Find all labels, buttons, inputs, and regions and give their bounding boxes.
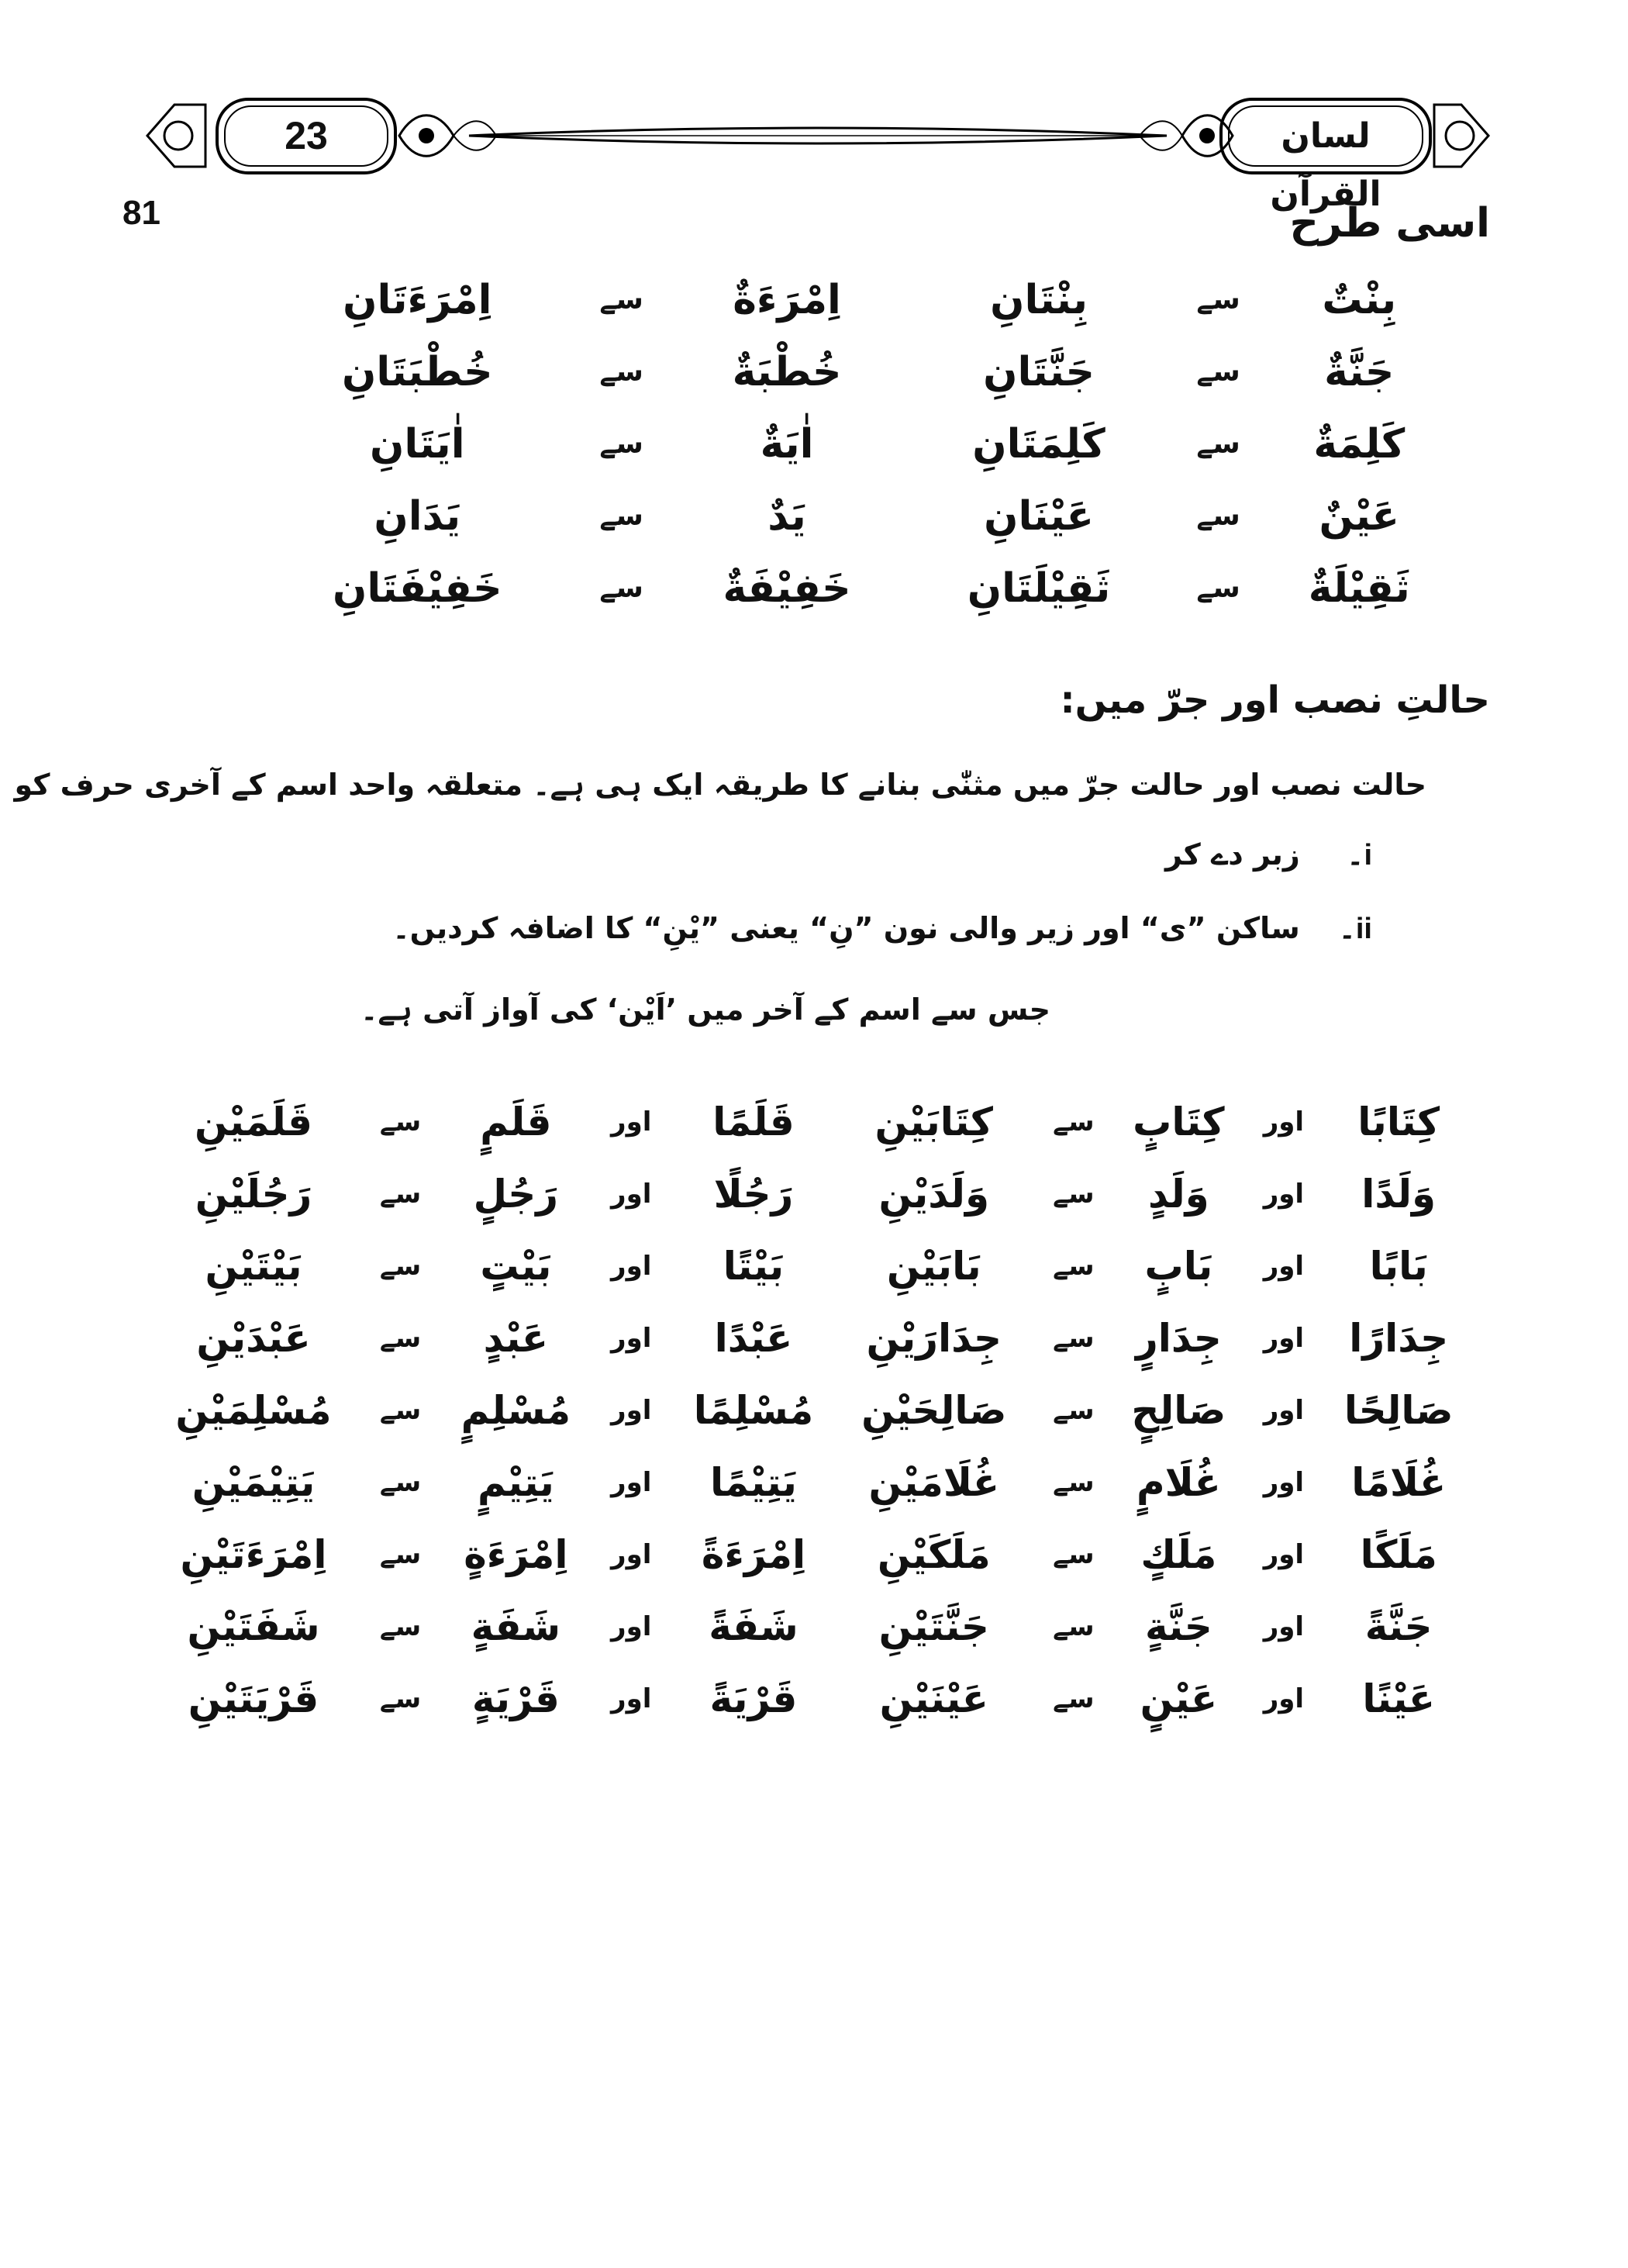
genitive-word: مُسْلِمٍ: [460, 1387, 571, 1433]
section-heading-similarly: اسی طرح: [1289, 200, 1490, 247]
sheet-number: 81: [122, 194, 160, 232]
singular-word: اٰيَةٌ: [760, 420, 814, 468]
dual-word: بَيْتَيْنِ: [205, 1243, 302, 1289]
accusative-word: صَالِحًا: [1343, 1387, 1454, 1433]
genitive-word: بَيْتٍ: [480, 1243, 552, 1289]
dual-word: كِتَابَيْنِ: [874, 1099, 993, 1144]
accusative-word: اِمْرَءَةً: [701, 1531, 806, 1577]
dual-word: جِدَارَيْنِ: [866, 1315, 1002, 1361]
separator-se: سے: [379, 1251, 422, 1282]
dual-word: يَتِيْمَيْنِ: [191, 1459, 316, 1505]
separator-se: سے: [1196, 356, 1240, 388]
singular-word: يَدٌ: [767, 492, 806, 540]
genitive-word: قَرْيَةٍ: [471, 1676, 560, 1721]
list-marker: i۔: [1347, 839, 1372, 872]
table-row: [260, 552, 1454, 624]
genitive-word: كِتَابٍ: [1133, 1099, 1225, 1144]
table-row: [260, 264, 1454, 336]
accusative-word: يَتِيْمًا: [710, 1459, 797, 1505]
separator-aur: اور: [611, 1106, 652, 1137]
genitive-word: وَلَدٍ: [1147, 1171, 1209, 1217]
separator-aur: اور: [1263, 1106, 1305, 1137]
separator-aur: اور: [611, 1322, 652, 1354]
accusative-word: قَرْيَةً: [709, 1676, 798, 1721]
separator-se: سے: [599, 572, 643, 604]
accusative-word: بَابًا: [1369, 1243, 1428, 1289]
separator-se: سے: [379, 1106, 422, 1137]
dual-word: رَجُلَيْنِ: [195, 1171, 312, 1217]
dual-word: مَلَكَيْنِ: [877, 1531, 991, 1577]
singular-word: عَيْنٌ: [1319, 492, 1400, 540]
singular-word: اِمْرَءَةٌ: [733, 276, 841, 323]
separator-se: سے: [1053, 1179, 1095, 1210]
separator-se: سے: [599, 284, 643, 316]
dual-word: بِنْتَانِ: [990, 276, 1088, 323]
accusative-word: مَلَكًا: [1360, 1531, 1437, 1577]
table-row: [260, 408, 1454, 480]
dual-word: جَنَّتَانِ: [983, 348, 1095, 395]
separator-aur: اور: [1263, 1610, 1305, 1642]
separator-se: سے: [379, 1539, 422, 1570]
separator-se: سے: [1053, 1251, 1095, 1282]
table-row: [260, 336, 1454, 408]
accusative-word: عَبْدًا: [714, 1315, 793, 1361]
dual-word: صَالِحَيْنِ: [861, 1387, 1007, 1433]
list-item-text: زبر دے کر: [1165, 837, 1300, 872]
accusative-word: شَفَةً: [709, 1603, 798, 1649]
singular-word: كَلِمَةٌ: [1313, 420, 1406, 468]
dual-word: عَيْنَانِ: [984, 492, 1094, 540]
genitive-word: بَابٍ: [1144, 1243, 1213, 1289]
table-row: [147, 1590, 1473, 1662]
table-row: [147, 1230, 1473, 1302]
dual-word: اِمْرَءَتَيْنِ: [180, 1531, 327, 1577]
dual-word: اِمْرَءَتَانِ: [343, 276, 492, 323]
separator-aur: اور: [611, 1683, 652, 1714]
singular-word: بِنْتٌ: [1322, 276, 1397, 323]
table-row: [147, 1302, 1473, 1374]
separator-se: سے: [379, 1611, 422, 1642]
dual-word: ثَقِيْلَتَانِ: [967, 564, 1111, 612]
separator-aur: اور: [611, 1250, 652, 1282]
separator-se: سے: [1053, 1539, 1095, 1570]
separator-se: سے: [1196, 284, 1240, 316]
dual-word: خَفِيْفَتَانِ: [332, 564, 502, 612]
table-row: [260, 480, 1454, 552]
accusative-word: وَلَدًا: [1361, 1171, 1437, 1217]
page-header: [143, 85, 1492, 214]
page-number: 23: [285, 114, 328, 157]
separator-se: سے: [1053, 1611, 1095, 1642]
separator-aur: اور: [1263, 1394, 1305, 1426]
genitive-word: قَلَمٍ: [480, 1099, 552, 1144]
accusative-word: جَنَّةً: [1364, 1603, 1433, 1649]
separator-se: سے: [599, 356, 643, 388]
separator-se: سے: [379, 1395, 422, 1426]
accusative-word: عَيْنًا: [1362, 1676, 1436, 1721]
separator-se: سے: [1053, 1683, 1095, 1714]
dual-word: جَنَّتَيْنِ: [878, 1603, 989, 1649]
genitive-word: شَفَةٍ: [471, 1603, 561, 1649]
table-row: [147, 1662, 1473, 1735]
accusative-word: رَجُلًا: [713, 1171, 794, 1217]
separator-se: سے: [599, 500, 643, 532]
singular-word: خُطْبَةٌ: [732, 348, 842, 395]
separator-se: سے: [379, 1179, 422, 1210]
dual-word: وَلَدَيْنِ: [878, 1171, 990, 1217]
accusative-word: مُسْلِمًا: [693, 1387, 814, 1433]
genitive-word: صَالِحٍ: [1131, 1387, 1226, 1433]
separator-se: سے: [1053, 1323, 1095, 1354]
list-item: [1165, 837, 1372, 872]
table-row: [147, 1158, 1473, 1230]
dual-word: عَيْنَيْنِ: [879, 1676, 988, 1721]
separator-aur: اور: [611, 1394, 652, 1426]
accusative-word: كِتَابًا: [1357, 1099, 1440, 1144]
singular-word: جَنَّةٌ: [1324, 348, 1395, 395]
separator-se: سے: [379, 1323, 422, 1354]
dual-accusative-table: [147, 1086, 1473, 1735]
separator-aur: اور: [611, 1610, 652, 1642]
dual-word: يَدَانِ: [374, 492, 461, 540]
separator-aur: اور: [1263, 1322, 1305, 1354]
accusative-word: بَيْتًا: [723, 1243, 785, 1289]
genitive-word: مَلَكٍ: [1140, 1531, 1217, 1577]
separator-se: سے: [379, 1683, 422, 1714]
separator-aur: اور: [611, 1466, 652, 1498]
genitive-word: رَجُلٍ: [473, 1171, 559, 1217]
list-item: [392, 911, 1372, 946]
separator-se: سے: [1196, 428, 1240, 460]
dual-word: بَابَيْنِ: [886, 1243, 981, 1289]
paragraph-sound-note: جس سے اسم کے آخر میں ’اَیْن‘ کی آواز آتی ہے۔: [360, 992, 1050, 1027]
separator-se: سے: [1196, 500, 1240, 532]
separator-se: سے: [379, 1467, 422, 1498]
book-title: لسان القرآن: [1270, 116, 1381, 214]
table-row: [147, 1518, 1473, 1590]
dual-word: عَبْدَيْنِ: [196, 1315, 311, 1361]
section-heading-accusative-genitive: حالتِ نصب اور جرّ میں:: [1060, 678, 1490, 722]
genitive-word: جَنَّةٍ: [1144, 1603, 1212, 1649]
separator-aur: اور: [1263, 1683, 1305, 1714]
table-row: [147, 1446, 1473, 1518]
separator-se: سے: [1196, 572, 1240, 604]
dual-word: خُطْبَتَانِ: [342, 348, 493, 395]
dual-word: اٰيَتَانِ: [370, 420, 465, 468]
dual-word: كَلِمَتَانِ: [972, 420, 1105, 468]
table-row: [147, 1086, 1473, 1158]
accusative-word: جِدَارًا: [1349, 1315, 1449, 1361]
separator-se: سے: [1053, 1106, 1095, 1137]
separator-aur: اور: [1263, 1250, 1305, 1282]
separator-se: سے: [599, 428, 643, 460]
list-marker: ii۔: [1338, 913, 1372, 945]
dual-word: مُسْلِمَيْنِ: [175, 1387, 332, 1433]
separator-aur: اور: [1263, 1538, 1305, 1570]
separator-se: سے: [1053, 1395, 1095, 1426]
genitive-word: عَبْدٍ: [483, 1315, 549, 1361]
genitive-word: غُلَامٍ: [1136, 1459, 1221, 1505]
table-row: [147, 1374, 1473, 1446]
dual-word: قَلَمَيْنِ: [194, 1099, 313, 1144]
singular-word: خَفِيْفَةٌ: [723, 564, 851, 612]
separator-aur: اور: [611, 1178, 652, 1210]
singular-word: ثَقِيْلَةٌ: [1308, 564, 1410, 612]
separator-aur: اور: [1263, 1178, 1305, 1210]
dual-word: شَفَتَيْنِ: [187, 1603, 320, 1649]
accusative-word: غُلَامًا: [1351, 1459, 1447, 1505]
dual-nominative-table: [260, 264, 1454, 624]
dual-word: غُلَامَيْنِ: [868, 1459, 1000, 1505]
genitive-word: اِمْرَءَةٍ: [464, 1531, 568, 1577]
separator-se: سے: [1053, 1467, 1095, 1498]
genitive-word: عَيْنٍ: [1140, 1676, 1218, 1721]
dual-word: قَرْيَتَيْنِ: [188, 1676, 319, 1721]
genitive-word: يَتِيْمٍ: [477, 1459, 554, 1505]
separator-aur: اور: [611, 1538, 652, 1570]
paragraph-intro: حالت نصب اور حالت جرّ میں مثنّٰی بنانے کا طریقہ ایک ہی ہے۔ متعلقہ واحد اسم کے آخری حرف کو: [14, 768, 1426, 802]
genitive-word: جِدَارٍ: [1135, 1315, 1222, 1361]
accusative-word: قَلَمًا: [712, 1099, 795, 1144]
separator-aur: اور: [1263, 1466, 1305, 1498]
list-item-text: ساکن ”ی“ اور زیر والی نون ”نِ“ یعنی ”یْنِ“ کا اضافہ کردیں۔: [392, 911, 1300, 945]
